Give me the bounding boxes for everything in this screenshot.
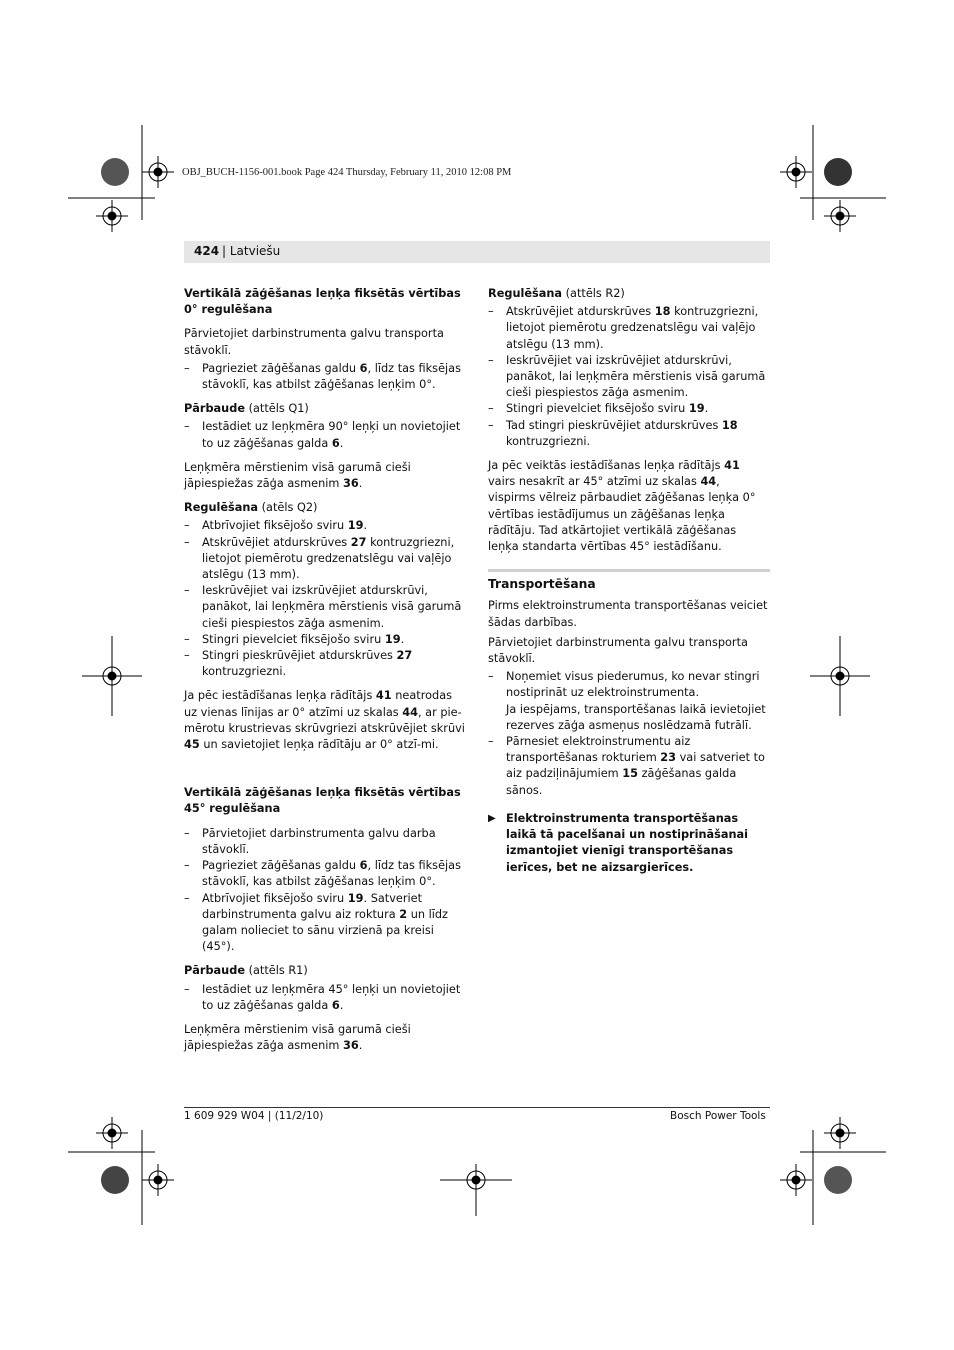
list: [184, 518, 466, 680]
dash-bullet: –: [488, 402, 494, 416]
dash-bullet: –: [184, 361, 190, 375]
footer-right: Bosch Power Tools: [670, 1110, 766, 1122]
subheading: Pārbaude (attēls Q1): [184, 402, 309, 416]
dash-bullet: –: [184, 859, 190, 873]
list: [184, 419, 466, 451]
list-item: – Pagrieziet zāģēšanas galdu 6, līdz tas fiksējas stāvoklī, kas atbilst zāģēšanas leņķim 0°.: [184, 859, 461, 889]
reference-number: 6: [359, 859, 368, 873]
reference-number: 6: [359, 361, 368, 375]
subheading: Regulēšana (atēls Q2): [184, 501, 318, 515]
section-title: Vertikālā zāģēšanas leņķa fiksētās vērtības 0° regulēšana: [184, 287, 461, 317]
subheading: Pārbaude (attēls R1): [184, 964, 308, 978]
list-item: – Pārnesiet elektroinstrumentu aiz transportēšanas rokturiem 23 vai satveriet to aiz padziļinājumiem 15 zāģēšanas galda sānos.: [488, 735, 765, 797]
list-item: – Stingri pievelciet fiksējošo sviru 19.: [488, 401, 770, 417]
dash-bullet: –: [488, 305, 494, 319]
right-column: [488, 286, 770, 876]
paragraph: Pirms elektroinstrumenta transportēšanas veiciet šādas darbības.: [488, 599, 768, 629]
book-header: OBJ_BUCH-1156-001.book Page 424 Thursday, February 11, 2010 12:08 PM: [182, 167, 512, 178]
list-item: – Ieskrūvējiet vai izskrūvējiet atdurskrūvi, panākot, lai leņķmēra mērstienis visā garumā cieši piespiestos zāģa asmenim.: [488, 353, 766, 400]
dash-bullet: –: [184, 982, 190, 996]
page-header: [184, 241, 770, 263]
paragraph: Leņķmēra mērstienim visā garumā cieši jāpiespiežas zāģa asmenim 36.: [184, 460, 411, 491]
reference-number: 27: [396, 649, 413, 663]
reference-number: 45: [184, 738, 200, 752]
list: [184, 826, 466, 956]
reference-number: 2: [399, 907, 408, 921]
list-item: – Pārvietojiet darbinstrumenta galvu darba stāvoklī.: [184, 826, 436, 856]
spacer: [184, 761, 466, 785]
left-column: [184, 286, 466, 1062]
reference-number: 44: [402, 705, 418, 719]
paragraph: Pārvietojiet darbinstrumenta galvu transporta stāvoklī.: [488, 635, 748, 666]
list-item: – Atbrīvojiet fiksējošo sviru 19.: [184, 518, 466, 534]
paragraph: Pārvietojiet darbinstrumenta galvu transporta stāvoklī.: [184, 327, 444, 357]
footer-rule: [184, 1107, 770, 1108]
dash-bullet: –: [184, 584, 190, 598]
dash-bullet: –: [184, 891, 190, 905]
paragraph: Leņķmēra mērstienim visā garumā cieši jāpiespiežas zāģa asmenim 36.: [184, 1022, 411, 1053]
dash-bullet: –: [184, 632, 190, 646]
subheading: Regulēšana (attēls R2): [488, 287, 625, 300]
reference-number: 19: [347, 519, 364, 533]
paragraph: Ja pēc veiktās iestādīšanas leņķa rādītājs 41 vairs nesakrīt ar 45° atzīmi uz skalas 44, vispirms vēlreiz pārbaudiet zāģēšanas leņķa 0° vērtības iestādījumus un zāģēšanas leņķa rādītāju. Tad atkārtojiet vertikālā zāģēšanas leņķa standarta vērtības 45° iestādīšanu.: [488, 459, 756, 554]
reference-number: 36: [343, 1039, 359, 1053]
reference-number: 27: [350, 535, 367, 549]
reference-number: 41: [375, 689, 392, 703]
reference-number: 19: [347, 891, 364, 905]
list-item: – Stingri pieskrūvējiet atdurskrūves 27 kontruzgriezni.: [184, 649, 413, 679]
dash-bullet: –: [184, 420, 190, 434]
page-number: 424: [194, 244, 220, 258]
footer-left: 1 609 929 W04 | (11/2/10): [184, 1110, 324, 1122]
dash-bullet: –: [184, 826, 190, 840]
dash-bullet: –: [488, 353, 494, 367]
reference-number: 18: [654, 305, 671, 319]
list: [488, 304, 770, 450]
list-item: – Iestādiet uz leņķmēra 45° leņķi un novietojiet to uz zāģēšanas galda 6.: [184, 982, 461, 1012]
reference-number: 19: [384, 632, 401, 646]
list-item: – Tad stingri pieskrūvējiet atdurskrūves 18 kontruzgriezni.: [488, 418, 738, 448]
reference-number: 18: [721, 418, 738, 432]
list-item: – Iestādiet uz leņķmēra 90° leņķi un novietojiet to uz zāģēšanas galda 6.: [184, 420, 461, 450]
dash-bullet: –: [184, 649, 190, 663]
reference-number: 6: [331, 436, 340, 450]
list-item: – Pagrieziet zāģēšanas galdu 6, līdz tas fiksējas stāvoklī, kas atbilst zāģēšanas leņķim 0°.: [184, 361, 461, 392]
reference-number: 44: [700, 475, 717, 489]
dash-bullet: –: [488, 418, 494, 432]
list-subparagraph: Ja iespējams, transportēšanas laikā ievietojiet rezerves zāģa asmeņus noslēdzamā futrālī.: [506, 702, 766, 732]
reference-number: 36: [343, 477, 359, 491]
reference-number: 41: [724, 459, 740, 473]
list: [184, 361, 466, 393]
reference-number: 19: [688, 402, 705, 416]
list: [184, 982, 466, 1014]
reference-number: 23: [660, 751, 677, 765]
reference-number: 15: [622, 767, 638, 781]
page-language: | Latviešu: [222, 244, 281, 258]
dash-bullet: –: [184, 519, 190, 533]
paragraph: Ja pēc iestādīšanas leņķa rādītājs 41 neatrodas uz vienas līnijas ar 0° atzīmi uz skalas 44, ar pie-mērotu krustrievas skrūvgriezi atskrūvējiet skrūvi 45 un savietojiet leņķa rādītāju ar 0° atzī-mi.: [184, 689, 465, 752]
list-item: – Ieskrūvējiet vai izskrūvējiet atdurskrūvi, panākot, lai leņķmēra mērstienis visā garumā cieši piespiestos zāģa asmenim.: [184, 584, 462, 630]
list-item: – Atskrūvējiet atdurskrūves 27 kontruzgriezni, lietojot piemērotu gredzenatslēgu vai vaļējo atslēgu (13 mm).: [184, 535, 455, 582]
list-item: – Noņemiet visus piederumus, ko nevar stingri nostiprināt uz elektroinstrumenta.: [488, 670, 760, 700]
list-item: – Stingri pievelciet fiksējošo sviru 19.: [184, 632, 466, 648]
warning-arrow-icon: ▶: [488, 812, 496, 824]
dash-bullet: –: [184, 535, 190, 549]
reference-number: 6: [331, 998, 340, 1012]
section-title-transport: Transportēšana: [488, 569, 770, 592]
list-item: – Atskrūvējiet atdurskrūves 18 kontruzgriezni, lietojot piemērotu gredzenatslēgu vai vaļējo atslēgu (13 mm).: [488, 305, 759, 351]
warning-note: ▶ Elektroinstrumenta transportēšanas laikā tā pacelšanai un nostiprināšanai izmantojiet vienīgi transportēšanas ierīces, bet ne aizsargierīces.: [488, 811, 749, 874]
section-title: Vertikālā zāģēšanas leņķa fiksētās vērtības 45° regulēšana: [184, 786, 461, 816]
list-item: – Atbrīvojiet fiksējošo sviru 19. Satveriet darbinstrumenta galvu aiz roktura 2 un līdz galam nolieciet to sānu virzienā pa kreisi (45°).: [184, 891, 448, 954]
